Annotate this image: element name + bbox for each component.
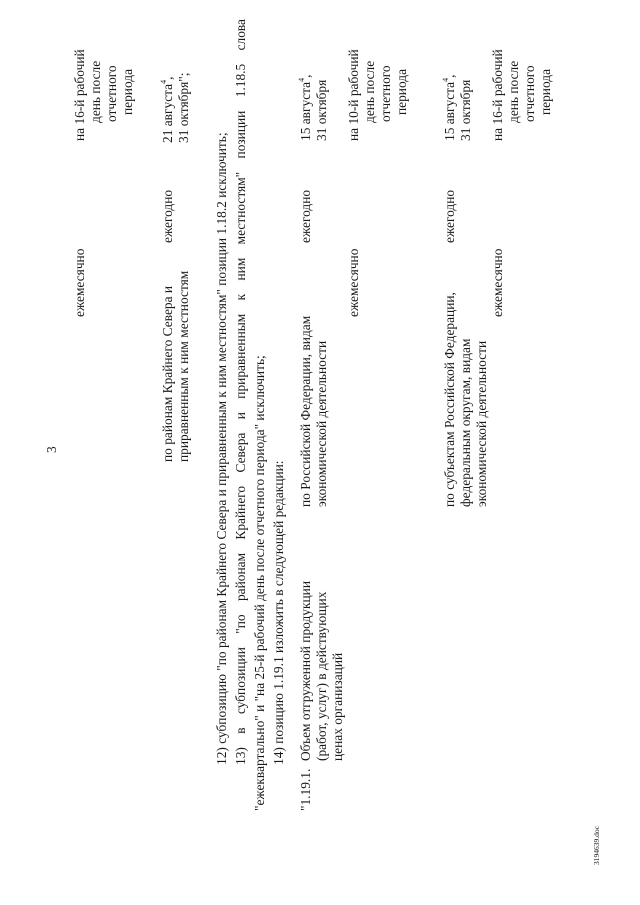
- deadline-line: периода: [538, 68, 553, 115]
- deadline-separator: ,: [442, 74, 457, 78]
- page-number: 3: [44, 446, 59, 453]
- paragraph-12: 12) субпозицию "по районам Крайнего Севера и приравненным к ним местностям" позиции 1.18.2 исключить;: [214, 132, 229, 765]
- deadline-line: отчетного: [104, 65, 119, 122]
- deadline-line: день после: [88, 60, 103, 123]
- sub2-deadline-2: 31 октября: [458, 79, 473, 141]
- deadline-date: 21 августа: [160, 83, 175, 143]
- position-name-line: ценах организаций: [330, 652, 345, 761]
- sub1-monthly-periodicity: ежемесячно: [346, 248, 361, 317]
- paragraph-13-line-1: 13) в субпозиции "по районам Крайнего Севера и приравненным к ним местностям" позиции 1.18.5 слова: [233, 19, 248, 765]
- sub1-deadline: [298, 75, 314, 141]
- position-name-line: Объем отгруженной продукции: [298, 581, 313, 761]
- sever-periodicity: ежегодно: [160, 189, 175, 243]
- sub2-deadline: [442, 75, 458, 141]
- sub2-line: федеральным округам, видам: [458, 338, 473, 507]
- file-id: 3194639.doc: [592, 826, 601, 865]
- deadline-line: отчетного: [522, 65, 537, 122]
- deadline-line: периода: [120, 68, 135, 115]
- deadline-line: периода: [394, 68, 409, 115]
- deadline-line: на 16-й рабочий: [490, 49, 505, 141]
- footnote-mark: 4: [158, 79, 168, 84]
- deadline-date: 15 августа: [442, 81, 457, 141]
- deadline-separator: ,: [160, 76, 175, 80]
- sever-deadline-2: 31 октября";: [176, 72, 191, 143]
- deadline-line: день после: [506, 60, 521, 123]
- deadline-line: на 10-й рабочий: [346, 49, 361, 141]
- sub1-periodicity: ежегодно: [298, 189, 313, 243]
- top-row-monthly-periodicity: ежемесячно: [72, 248, 87, 317]
- sub1-line: экономической деятельности: [314, 340, 329, 507]
- deadline-line: день после: [362, 60, 377, 123]
- paragraph-14: 14) позицию 1.19.1 изложить в следующей редакции:: [271, 460, 286, 765]
- sub2-monthly-periodicity: ежемесячно: [490, 248, 505, 317]
- position-number: "1.19.1.: [298, 768, 313, 811]
- sub1-deadline-2: 31 октября: [314, 79, 329, 141]
- sub2-line: экономической деятельности: [474, 340, 489, 507]
- deadline-line: отчетного: [378, 65, 393, 122]
- deadline-date: 15 августа: [298, 81, 313, 141]
- sub2-periodicity: ежегодно: [442, 189, 457, 243]
- sever-subposition-line: приравненным к ним местностям: [176, 270, 191, 462]
- sever-subposition-line: по районам Крайнего Севера и: [160, 285, 175, 462]
- sever-deadline: [160, 77, 176, 143]
- sub1-line: по Российской Федерации, видам: [298, 315, 313, 507]
- deadline-separator: ,: [298, 74, 313, 78]
- paragraph-13-line-2: "ежеквартально" и "на 25-й рабочий день после отчетного периода" исключить;: [252, 355, 267, 811]
- position-name-line: (работ, услуг) в действующих: [314, 591, 329, 761]
- sub2-line: по субъектам Российской Федерации,: [442, 292, 457, 507]
- footnote-mark: 4: [296, 77, 306, 82]
- deadline-line: на 16-й рабочий: [72, 49, 87, 141]
- footnote-mark: 4: [440, 77, 450, 82]
